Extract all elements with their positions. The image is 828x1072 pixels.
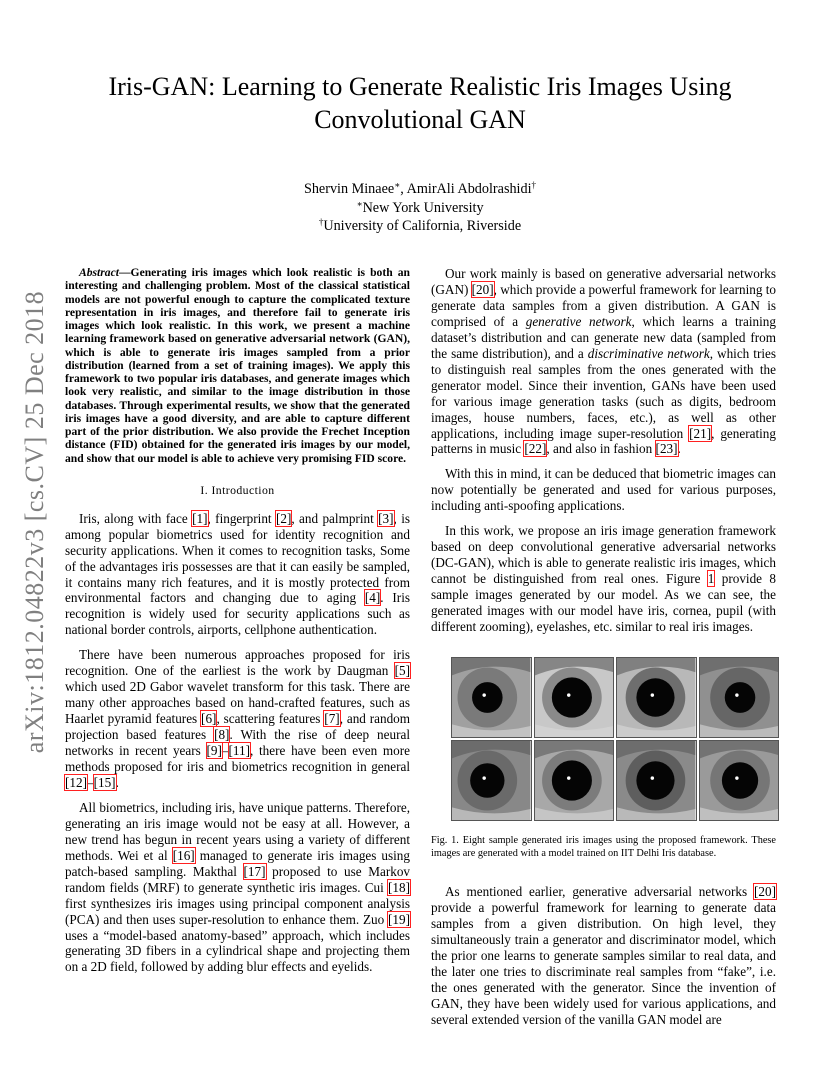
citation-link[interactable]: [6] <box>201 711 217 727</box>
intro-paragraph-3: All biometrics, including iris, have unique patterns. Therefore, generating an iris image would not be easy at all. However, a new trend has begun in recent years using a variety of different methods. Wei et al [16] managed to generate iris images using patch-based sampling. Makthal [17] proposed to use Markov random fields (MRF) to generate synthetic iris images. Cui [18] first synthesizes iris images using principal component analysis (PCA) and then uses super-resolution to enhance them. Zuo [19] uses a “model-based anatomy-based” approach, which includes generating 3D fibers in a cylindrical shape and projecting them on a 2D field, followed by adding blur effects and eyelids. <box>65 799 411 975</box>
citation-link[interactable]: [12] <box>65 774 87 790</box>
generated-iris-image <box>616 740 697 821</box>
generated-iris-image <box>534 657 615 738</box>
citation-link[interactable]: [5] <box>394 663 410 679</box>
right-paragraph-2: With this in mind, it can be deduced that biometric images can now potentially be generated and used for various purposes, including anti-spoofing applications. <box>431 466 776 514</box>
generated-iris-image <box>451 657 532 738</box>
abstract: Abstract—Generating iris images which look realistic is both an interesting and challenging problem. Most of the classical statistical models are not powerful enough to capture the complicated texture representation in iris images, and therefore fail to generate iris images which look realistic. In this work, we present a machine learning framework based on generative adversarial network (GAN), which is able to generate iris images sampled from a prior distribution (learned from a set of training images). We apply this framework to two popular iris databases, and generate images which look very realistic, and similar to the image distribution in those databases. Through experimental results, we show that the generated iris images have a good diversity, and are able to capture different part of the prior distribution. We also provide the Frechet Inception distance (FID) obtained for the generated iris images by our model, and show that our model is able to achieve very promising FID score. <box>65 266 410 465</box>
generated-iris-image <box>451 740 532 821</box>
section-heading-introduction: I. Introduction <box>200 482 275 497</box>
right-paragraph-3: In this work, we propose an iris image generation framework based on deep convolutional generative adversarial networks (DC-GAN), which is able to generate realistic iris images, which cannot be distinguished from real ones. Figure 1 provide 8 sample images generated by our model. As we can see, the generated images with our model have iris, cornea, pupil (with different zooming), eyelashes, etc. similar to real iris images. <box>431 523 776 635</box>
citation-link[interactable]: [20] <box>754 884 776 900</box>
intro-paragraph-1: Iris, along with face [1], fingerprint [2], and palmprint [3], is among popular biometrics used for identity recognition and security applications. When it comes to recognition tasks, Some of the advantages iris possesses are that it can easily be sampled, it contains many rich features, and it is mostly protected from environmental factors and changing due to aging [4]. Iris recognition is widely used for security applications such as national border controls, airports, cellphone authentication. <box>65 510 410 638</box>
citation-link[interactable]: [15] <box>93 774 116 790</box>
citation-link[interactable]: [17] <box>243 863 266 879</box>
arxiv-id-text: arXiv:1812.04822v3 [cs.CV] 25 Dec 2018 <box>20 290 49 754</box>
affiliation-2: †University of California, Riverside <box>318 217 522 234</box>
citation-link[interactable]: [16] <box>172 847 195 863</box>
citation-link[interactable]: [20] <box>471 281 494 297</box>
citation-link[interactable]: [22] <box>524 441 547 457</box>
citation-link[interactable]: [3] <box>378 510 394 526</box>
figure-link[interactable]: 1 <box>707 571 715 587</box>
citation-link[interactable]: [1] <box>192 510 208 526</box>
citation-link[interactable]: [18] <box>388 879 410 895</box>
citation-link[interactable]: [7] <box>324 711 340 727</box>
citation-link[interactable]: [4] <box>364 590 381 606</box>
paper-title: Iris-GAN: Learning to Generate Realistic Iris Images Using Convolutional GAN <box>108 72 732 134</box>
arxiv-side-stamp <box>12 282 58 762</box>
right-paragraph-4: As mentioned earlier, generative adversarial networks [20] provide a powerful framework for learning to generate data samples from a given distribution. On high level, they simultaneously train a generator and discriminator model, which the prior one learns to generate samples similar to real data, and the later one tries to discriminate real samples from “fake”, i.e. the ones generated with the generator. Since the invention of GAN, they have been widely used for various applications, and several extended version of the vanilla GAN model are <box>431 884 776 1027</box>
citation-link[interactable]: [23] <box>655 441 678 457</box>
citation-link[interactable]: [11] <box>228 743 250 759</box>
citation-link[interactable]: [21] <box>689 425 712 441</box>
left-column <box>65 266 410 984</box>
citation-link[interactable]: [8] <box>214 727 230 743</box>
generated-iris-image <box>534 740 615 821</box>
right-column <box>431 266 776 1037</box>
generated-iris-image <box>699 657 780 738</box>
citation-link[interactable]: [9] <box>206 743 222 759</box>
generated-iris-image <box>616 657 697 738</box>
figure-1-caption: Fig. 1. Eight sample generated iris images using the proposed framework. These images are generated with a model trained on IIT Delhi Iris database. <box>431 834 776 859</box>
citation-link[interactable]: [2] <box>275 510 292 526</box>
affiliation-1: ∗New York University <box>356 198 484 216</box>
generated-iris-image <box>699 740 780 821</box>
author-block <box>160 180 680 236</box>
right-paragraph-1: Our work mainly is based on generative adversarial networks (GAN) [20], which provide a powerful framework for learning to generate data samples from a given distribution. A GAN is comprised of a generative network, which learns a training dataset’s distribution and can generate new data (sampled from the same distribution), and a discriminative network, which tries to distinguish real samples from the ones generated with the generator model. Since their invention, GANs have been used for various image generation tasks (such as digits, bedroom images, house numbers, faces, etc.), as well as other applications, including image super-resolution [21], generating patterns in music [22], and also in fashion [23]. <box>431 266 777 457</box>
figure-1-iris-grid <box>451 657 779 821</box>
intro-paragraph-2: There have been numerous approaches proposed for iris recognition. One of the earliest is the work by Daugman [5] which used 2D Gabor wavelet transform for this task. There are many other approaches based on hand-crafted features, such as Haarlet pyramid features [6], scattering features [7], and random projection based features [8]. With the rise of deep neural networks in recent years [9]–[11], there have been even more methods proposed for iris and biometrics recognition in general [12]–[15]. <box>65 647 411 790</box>
author-names: Shervin Minaee∗, AmirAli Abdolrashidi† <box>303 180 537 197</box>
citation-link[interactable]: [19] <box>388 911 410 927</box>
